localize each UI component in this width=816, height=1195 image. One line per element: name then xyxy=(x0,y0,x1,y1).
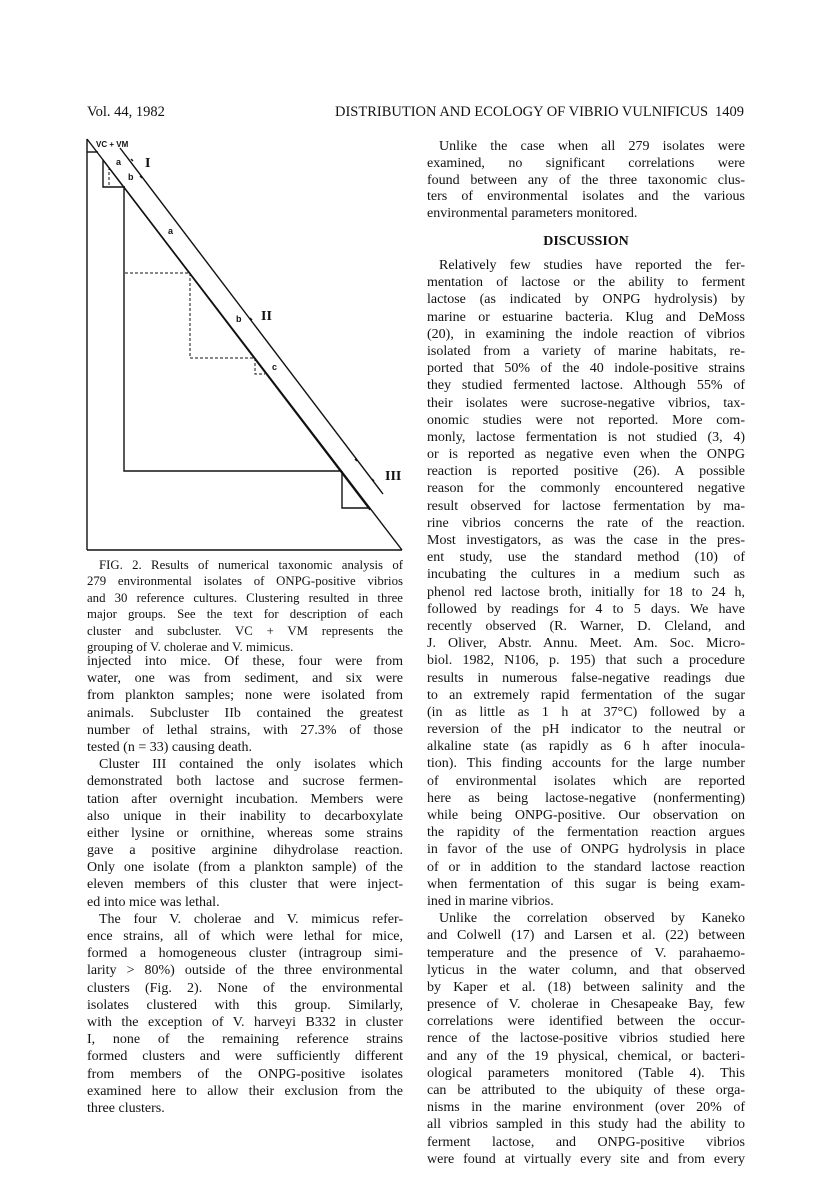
text-line: isolates clustered with this group. Similarly, xyxy=(87,997,403,1013)
text-line: three clusters. xyxy=(87,1100,165,1116)
text-line: Cluster III contained the only isolates which xyxy=(99,757,403,773)
text-line: from plankton samples; none were isolated from xyxy=(87,688,403,704)
text-line: tion). This finding accounts for the large number xyxy=(427,756,745,772)
text-line: The four V. cholerae and V. mimicus refer- xyxy=(99,911,403,927)
text-line: temperature and the presence of V. parahaemo- xyxy=(427,945,745,961)
text-line: from members of the ONPG-positive isolates xyxy=(87,1066,403,1082)
text-line: (20), in examining the indole reaction of vibrios xyxy=(427,326,745,342)
text-line: Relatively few studies have reported the fer- xyxy=(439,258,745,273)
text-line: nisms in the marine environment (over 20% of xyxy=(427,1100,745,1116)
text-line: found between any of the three taxonomic clus- xyxy=(427,172,745,188)
text-line: reason for the commonly encountered negative xyxy=(427,481,745,497)
text-line: also unique in their inability to decarboxylate xyxy=(87,808,403,824)
text-line: Unlike the case when all 279 isolates were xyxy=(439,139,745,154)
text-line: clusters (Fig. 2). None of the environmental xyxy=(87,980,403,996)
text-line: FIG. 2. Results of numerical taxonomic analysis of xyxy=(99,558,403,572)
text-line: ters of environmental isolates and the various xyxy=(427,189,745,205)
cluster-2-label: II xyxy=(261,309,272,324)
subcluster-1a-label: a xyxy=(116,157,122,167)
right-column-text xyxy=(427,257,745,1168)
running-header-title: DISTRIBUTION AND ECOLOGY OF VIBRIO VULNIFICUS xyxy=(335,104,709,120)
cluster-diagonal xyxy=(120,148,383,494)
text-line: number of lethal strains, with 27.3% of those xyxy=(87,722,403,738)
text-line: all vibrios sampled in this study had the ability to xyxy=(427,1117,745,1133)
text-line: monly, lactose fermentation is not studied (3, 4) xyxy=(427,429,745,445)
text-line: formed clusters and were sufficiently different xyxy=(87,1049,403,1065)
text-line: reaction is reported positive (26). A possible xyxy=(427,464,745,480)
text-line: correlations were identified between the occur- xyxy=(427,1014,745,1030)
text-line: I, none of the remaining reference strains xyxy=(87,1032,403,1048)
text-line: rine vibrios concerns the rate of the reaction. xyxy=(427,515,745,531)
text-line: ed into mice was lethal. xyxy=(87,894,220,910)
page-number: 1409 xyxy=(715,104,744,120)
vc-vm-label: VC + VM xyxy=(96,140,129,149)
text-line: in favor of the use of ONPG hydrolysis in place xyxy=(427,842,745,858)
text-line: ined in marine vibrios. xyxy=(427,893,554,909)
cluster-3-label: III xyxy=(385,469,402,484)
text-line: alkaline state (as rapidly as 6 h after inocula- xyxy=(427,739,745,755)
text-line: J. Oliver, Abstr. Annu. Meet. Am. Soc. Micro- xyxy=(427,636,745,652)
text-line: recently observed (R. Warner, D. Cleland, and xyxy=(427,618,745,634)
text-line: major groups. See the text for description of each xyxy=(87,607,403,622)
text-line: (in as little as 1 h at 37°C) followed by a xyxy=(427,704,745,720)
text-line: were found at virtually every site and from every xyxy=(427,1151,745,1167)
text-line: eleven members of this cluster that were inject- xyxy=(87,877,403,893)
text-line: isolated from a variety of marine habitats, re- xyxy=(427,343,745,359)
subcluster-2c-label: c xyxy=(272,362,278,372)
text-line: ological parameters monitored (Table 4). This xyxy=(427,1065,745,1081)
text-line: water, one was from sediment, and six were xyxy=(87,671,403,687)
text-line: cluster and subcluster. VC + VM represents the xyxy=(87,623,403,638)
subcluster-2-dash xyxy=(125,273,265,374)
text-line: the rapidity of the fermentation reaction argues xyxy=(427,825,745,841)
text-line: and any of the 19 physical, chemical, or bacteri- xyxy=(427,1048,745,1064)
left-column-text xyxy=(87,653,403,1117)
subcluster-2b-label: b xyxy=(236,314,242,324)
text-line: lactose (as indicated by ONPG hydrolysis) by xyxy=(427,292,745,308)
text-line: 279 environmental isolates of ONPG-positive vibrios xyxy=(87,574,403,589)
subcluster-2a-label: a xyxy=(168,226,174,236)
text-line: their isolates were sucrose-negative vibrios, tax- xyxy=(427,395,745,411)
running-header-volume: Vol. 44, 1982 xyxy=(87,104,165,120)
text-line: tested (n = 33) causing death. xyxy=(87,739,252,755)
text-line: either lysine or ornithine, whereas some strains xyxy=(87,825,403,841)
text-line: demonstrated both lactose and sucrose fermen- xyxy=(87,774,403,790)
text-line: of environmental isolates which are reported xyxy=(427,773,745,789)
text-line: formed a homogeneous cluster (intragroup simi- xyxy=(87,946,403,962)
text-line: lyticus in the water column, and that observed xyxy=(427,962,745,978)
text-line: with the exception of V. harveyi B332 in cluster xyxy=(87,1014,403,1030)
text-line: presence of V. cholerae in Chesapeake Bay, few xyxy=(427,997,745,1013)
text-line: animals. Subcluster IIb contained the greatest xyxy=(87,705,403,721)
text-line: gave a positive arginine dihydrolase reaction. xyxy=(87,843,403,859)
text-line: onomic studies were not reported. More com- xyxy=(427,412,745,428)
text-line: environmental parameters monitored. xyxy=(427,206,638,222)
text-line: grouping of V. cholerae and V. mimicus. xyxy=(87,639,294,654)
text-line: by Kaper et al. (18) between salinity and the xyxy=(427,979,745,995)
text-line: result observed for lactose fermentation by ma- xyxy=(427,498,745,514)
inner-diagonal xyxy=(103,160,370,510)
text-line: larity > 80%) outside of the three environmental xyxy=(87,963,403,979)
text-line: results in numerous false-negative readings due xyxy=(427,670,745,686)
text-line: to an extremely rapid fermentation of the sugar xyxy=(427,687,745,703)
text-line: ferment lactose, and ONPG-positive vibrios xyxy=(427,1134,745,1150)
text-line: examined, no significant correlations were xyxy=(427,155,745,171)
text-line: or is reported as negative even when the ONPG xyxy=(427,447,745,463)
text-line: Only one isolate (from a plankton sample) of the xyxy=(87,860,403,876)
text-line: injected into mice. Of these, four were from xyxy=(87,654,403,669)
text-line: marine or estuarine bacteria. Klug and DeMoss xyxy=(427,309,745,325)
text-line: ence strains, all of which were lethal for mice, xyxy=(87,929,403,944)
text-line: ent study, use the standard method (10) of xyxy=(427,550,745,566)
right-column-intro xyxy=(427,139,745,223)
tick-1 xyxy=(131,159,133,161)
subcluster-1b-label: b xyxy=(128,172,134,182)
text-line: reversion of the pH indicator to the neutral or xyxy=(427,722,745,738)
text-line: phenol red lactose broth, initially for 18 to 24 h, xyxy=(427,584,745,600)
text-line: and 30 reference cultures. Clustering resulted in three xyxy=(87,590,403,605)
section-heading-discussion: DISCUSSION xyxy=(543,234,629,249)
figure-caption xyxy=(87,557,403,655)
text-line: followed by readings for 4 to 5 days. We have xyxy=(427,601,745,617)
text-line: of or in addition to the standard lactose reaction xyxy=(427,859,745,875)
text-line: tation after overnight incubation. Members were xyxy=(87,791,403,807)
text-line: ported that 50% of the 40 indole-positive strains xyxy=(427,361,745,377)
text-line: mentation of lactose or the ability to ferment xyxy=(427,275,745,291)
text-line: can be attributed to the ubiquity of these orga- xyxy=(427,1083,745,1098)
text-line: biol. 1982, N106, p. 195) that such a procedure xyxy=(427,653,745,669)
text-line: when fermentation of this sugar is being exam- xyxy=(427,876,745,892)
text-line: rence of the lactose-positive vibrios studied here xyxy=(427,1031,745,1047)
text-line: Most investigators, as was the case in the pres- xyxy=(427,533,745,548)
text-line: they studied fermented lactose. Although 55% of xyxy=(427,378,745,394)
cluster-1-label: I xyxy=(145,156,151,171)
text-line: here as being lactose-negative (nonfermenting) xyxy=(427,790,745,806)
text-line: incubating the cultures in a medium such as xyxy=(427,567,745,583)
text-line: while being ONPG-positive. Our observation on xyxy=(427,808,745,823)
text-line: Unlike the correlation observed by Kaneko xyxy=(439,911,745,927)
text-line: examined here to allow their exclusion from the xyxy=(87,1083,403,1099)
text-line: and Colwell (17) and Larsen et al. (22) between xyxy=(427,928,745,944)
